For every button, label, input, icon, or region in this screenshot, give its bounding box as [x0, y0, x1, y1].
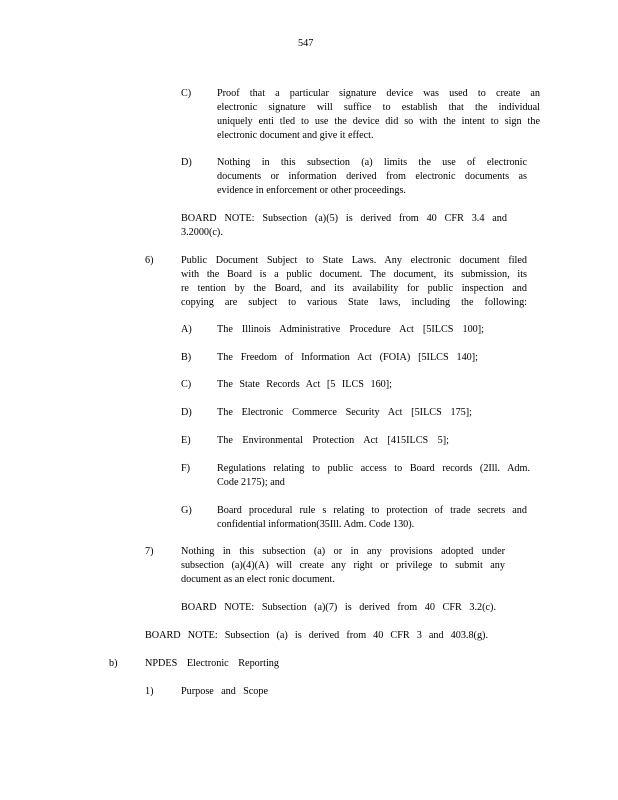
text-line: Purpose and Scope: [181, 686, 268, 697]
text-line: Public Document Subject to State Laws. Any electronic document filed: [181, 255, 527, 266]
item-label: G): [181, 505, 192, 516]
text-line: Regulations relating to public access to Board records (2Ill. Adm.: [217, 463, 530, 474]
item-label: E): [181, 435, 191, 446]
text-line: BOARD NOTE: Subsection (a)(5) is derived from 40 CFR 3.4 and: [181, 213, 507, 224]
item-label: C): [181, 88, 192, 99]
item-label: 7): [145, 546, 154, 557]
text-line: Nothing in this subsection (a) or in any provisions adopted under: [181, 546, 505, 557]
text-line: The Electronic Commerce Security Act [5ILCS 175];: [217, 407, 472, 418]
text-line: confidential information(35Ill. Adm. Code 130).: [217, 519, 415, 530]
board-note: [181, 212, 507, 240]
section-label: b): [109, 658, 118, 669]
board-note: [145, 629, 488, 643]
text-line: electronic document and give it effect.: [217, 130, 374, 141]
text-line: Proof that a particular signature device was used to create an: [217, 88, 540, 99]
item-text: [181, 545, 505, 587]
text-line: The Freedom of Information Act (FOIA) [5ILCS 140];: [217, 352, 478, 363]
item-label: A): [181, 324, 192, 335]
item-text: [217, 323, 484, 337]
text-line: with the Board is a public document. The document, its submission, its: [181, 269, 527, 280]
item-label: D): [181, 407, 192, 418]
item-text: [217, 87, 540, 143]
item-text: [217, 462, 530, 490]
text-line: 3.2000(c).: [181, 227, 223, 238]
item-text: [217, 378, 392, 392]
item-label: D): [181, 157, 192, 168]
text-line: NPDES Electronic Reporting: [145, 658, 279, 669]
text-line: BOARD NOTE: Subsection (a) is derived from 40 CFR 3 and 403.8(g).: [145, 630, 488, 641]
item-label: F): [181, 463, 191, 474]
text-line: BOARD NOTE: Subsection (a)(7) is derived from 40 CFR 3.2(c).: [181, 602, 496, 613]
text-line: Board procedural rule s relating to protection of trade secrets and: [217, 505, 527, 516]
text-line: copying are subject to various State laws, including the following:: [181, 297, 527, 308]
text-line: documents or information derived from electronic documents as: [217, 171, 527, 182]
text-line: The State Records Act [5 ILCS 160];: [217, 379, 392, 390]
text-line: document as an elect ronic document.: [181, 574, 335, 585]
item-label: 1): [145, 686, 154, 697]
text-line: evidence in enforcement or other proceedings.: [217, 185, 406, 196]
text-line: The Illinois Administrative Procedure Act [5ILCS 100];: [217, 324, 484, 335]
text-line: electronic signature will suffice to establish that the individual: [217, 102, 540, 113]
text-line: Nothing in this subsection (a) limits the use of electronic: [217, 157, 527, 168]
item-text: [181, 254, 527, 310]
page-number: 547: [298, 38, 314, 49]
item-text: [217, 406, 472, 420]
subsection-heading: [181, 685, 268, 699]
text-line: re tention by the Board, and its availability for public inspection and: [181, 283, 527, 294]
item-label: C): [181, 379, 192, 390]
section-heading: [145, 657, 279, 671]
item-label: B): [181, 352, 192, 363]
item-text: [217, 434, 449, 448]
item-text: [217, 156, 527, 198]
text-line: The Environmental Protection Act [415ILCS 5];: [217, 435, 449, 446]
item-text: [217, 504, 527, 532]
item-text: [217, 351, 478, 365]
board-note: [181, 601, 496, 615]
text-line: uniquely enti tled to use the device did so with the intent to sign the: [217, 116, 540, 127]
text-line: Code 2175); and: [217, 477, 285, 488]
item-label: 6): [145, 255, 154, 266]
text-line: subsection (a)(4)(A) will create any right or privilege to submit any: [181, 560, 505, 571]
